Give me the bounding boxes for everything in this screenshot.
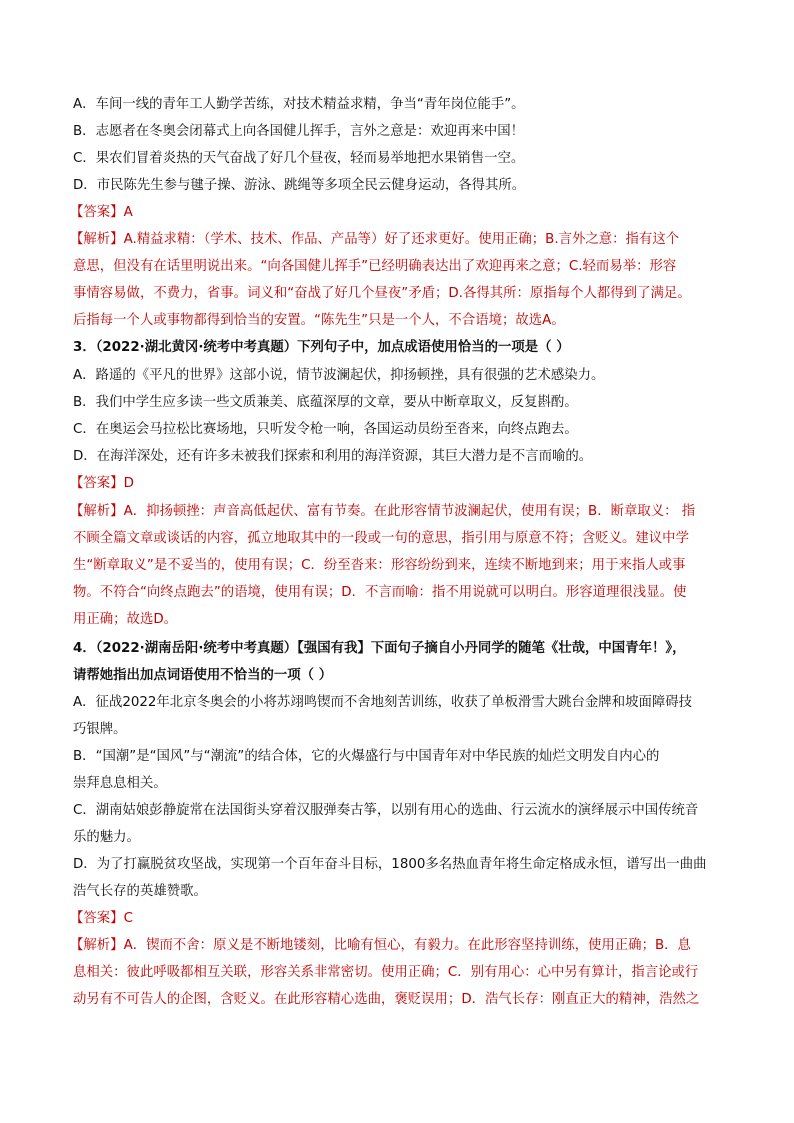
q4-analysis-line-2: 息相关：彼此呼吸都相互关联，形容关系非常密切。使用正确；C．别有用心：心中另有算计，指言论或行	[73, 965, 699, 980]
q2-analysis-line-3: 事情容易做，不费力，省事。词义和“奋战了好几个昼夜”矛盾；D.各得其所：原指每个人都得到了满足。	[73, 286, 691, 301]
q4-option-d-line-2: 浩气长存的英雄赞歌。	[73, 884, 207, 899]
q4-analysis-line-3: 动另有不可告人的企图，含贬义。在此形容精心选曲，褒贬误用；D．浩气长存：刚直正大的精神，浩然之	[73, 992, 700, 1007]
analysis-label: 【解析】	[70, 232, 124, 247]
q4-option-c-line-2: 乐的魅力。	[73, 830, 140, 845]
q2-option-c: C．果农们冒着炎热的天气奋战了好几个昼夜，轻而易举地把水果销售一空。	[73, 151, 525, 166]
q4-option-b-line-1: B．“国潮”是“国风”与“潮流”的结合体，它的火爆盛行与中国青年对中华民族的灿烂文明发自内心的	[73, 749, 660, 764]
q3-option-a: A．路遥的《平凡的世界》这部小说，情节波澜起伏，抑扬顿挫，具有很强的艺术感染力。	[73, 368, 605, 383]
q2-option-b: B．志愿者在冬奥会闭幕式上向各国健儿挥手，言外之意是：欢迎再来中国！	[73, 124, 525, 139]
q3-analysis-line-3: 生“断章取义”是不妥当的，使用有误；C．纷至沓来：形容纷纷到来，连续不断地到来；用于来指人或事	[73, 558, 686, 573]
answer-value: A	[123, 205, 133, 220]
analysis-text: A．抑扬顿挫：声音高低起伏、富有节奏。在此形容情节波澜起伏，使用有误；B．断章取义： 指	[123, 504, 696, 519]
q2-analysis-line-1	[70, 231, 679, 249]
q4-option-c-line-1: C．湖南姑娘彭静旋常在法国街头穿着汉服弹奏古筝，以别有用心的选曲、行云流水的演绎展示中国传统音	[73, 803, 699, 818]
answer-label: 【答案】	[70, 476, 124, 491]
q4-option-a-line-1: A．征战2022年北京冬奥会的小将苏翊鸣锲而不舍地刻苦训练，收获了单板滑雪大跳台金牌和坡面障碍技	[73, 695, 693, 710]
analysis-label: 【解析】	[70, 504, 124, 519]
q3-stem: 3．（2022·湖北黄冈·统考中考真题）下列句子中，加点成语使用恰当的一项是（ ）	[73, 340, 570, 355]
q2-analysis-line-2: 意思，但没有在话里明说出来。“向各国健儿挥手”已经明确表达出了欢迎再来之意；C.轻而易举：形容	[73, 259, 677, 274]
q4-option-a-line-2: 巧银牌。	[73, 722, 127, 737]
q4-stem-line-1: 4．（2022·湖南岳阳·统考中考真题）【强国有我】下面句子摘自小丹同学的随笔《壮哉，中国青年！》，	[73, 641, 686, 656]
q3-answer	[70, 475, 134, 493]
q2-option-a: A．车间一线的青年工人勤学苦练，对技术精益求精，争当“青年岗位能手”。	[73, 97, 525, 112]
analysis-text: A.精益求精：（学术、技术、作品、产品等）好了还求更好。使用正确；B.言外之意：指有这个	[123, 232, 680, 247]
q4-analysis-line-1	[70, 937, 691, 955]
q3-analysis-line-1	[70, 503, 695, 521]
answer-label: 【答案】	[70, 205, 124, 220]
q2-analysis-line-4: 后指每一个人或事物都得到恰当的安置。“陈先生”只是一个人，不合语境；故选A。	[73, 313, 565, 328]
analysis-label: 【解析】	[70, 938, 124, 953]
q2-option-d: D．市民陈先生参与毽子操、游泳、跳绳等多项全民云健身运动，各得其所。	[73, 178, 526, 193]
q3-analysis-line-4: 物。不符合“向终点跑去”的语境，使用有误；D．不言而喻：指不用说就可以明白。形容道理很浅显。使	[73, 585, 687, 600]
q4-answer	[70, 910, 133, 928]
q4-stem-line-2: 请帮她指出加点词语使用不恰当的一项（ ）	[73, 668, 333, 683]
q3-analysis-line-2: 不顾全篇文章或谈话的内容，孤立地取其中的一段或一句的意思，指引用与原意不符；含贬义。建议中学	[73, 531, 689, 546]
q3-analysis-line-5: 用正确；故选D。	[73, 612, 178, 627]
q3-option-d: D．在海洋深处，还有许多未被我们探索和利用的海洋资源，其巨大潜力是不言而喻的。	[73, 449, 593, 464]
q4-option-d-line-1: D．为了打赢脱贫攻坚战，实现第一个百年奋斗目标，1800多名热血青年将生命定格成永恒，谱写出一曲曲	[73, 857, 707, 872]
q3-option-c: C．在奥运会马拉松比赛场地，只听发令枪一响，各国运动员纷至沓来，向终点跑去。	[73, 422, 578, 437]
q2-answer	[70, 204, 133, 222]
q3-option-b: B．我们中学生应多读一些文质兼美、底蕴深厚的文章，要从中断章取义，反复斟酌。	[73, 395, 578, 410]
answer-value: C	[123, 911, 133, 926]
analysis-text: A．锲而不舍：原义是不断地镂刻，比喻有恒心，有毅力。在此形容坚持训练，使用正确；B．息	[123, 938, 691, 953]
answer-label: 【答案】	[70, 911, 124, 926]
q4-option-b-line-2: 崇拜息息相关。	[73, 776, 167, 791]
answer-value: D	[123, 476, 134, 491]
